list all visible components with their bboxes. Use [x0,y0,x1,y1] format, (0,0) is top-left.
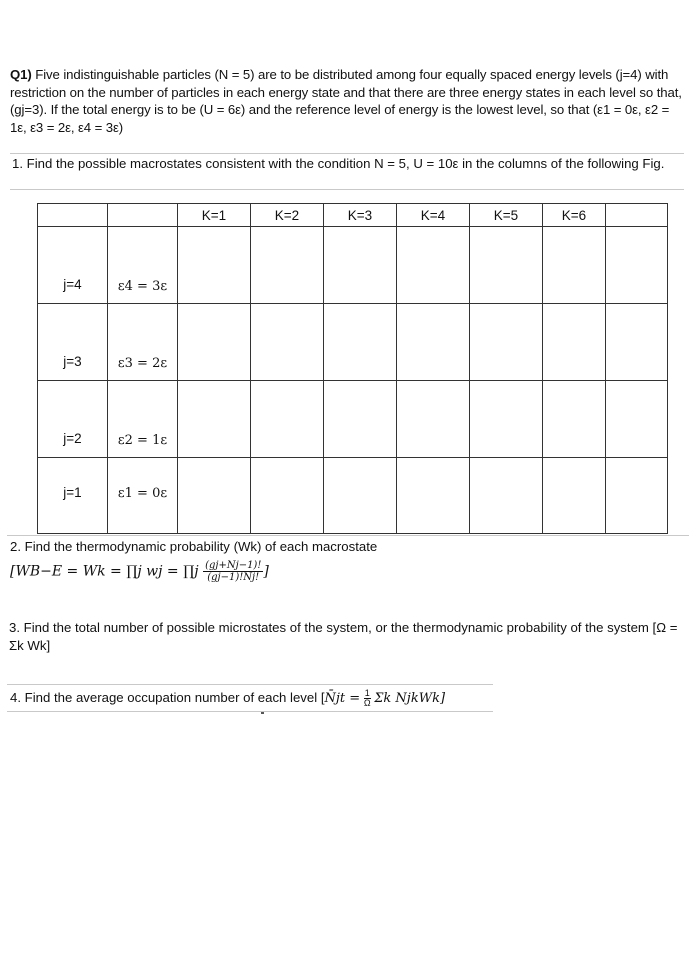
part3-text: 3. Find the total number of possible microstates of the system, or the thermodynamic probability of the system [Ω = Σk Wk] [9,620,678,653]
answer-cell[interactable] [606,227,668,304]
energy-cell [108,227,178,304]
part4-text: 4. Find the average occupation number of each level [ [10,689,325,705]
table-header-row [38,204,668,227]
answer-cell[interactable] [251,381,324,458]
level-cell [38,458,108,534]
answer-cell[interactable] [397,381,470,458]
level-label: j=1 [63,485,82,500]
energy-label: ε1 = 0ε [117,486,168,501]
part4-frac-den: Ω [363,698,371,708]
answer-cell[interactable] [397,227,470,304]
answer-cell[interactable] [543,381,606,458]
part2-formula [10,560,269,583]
question-intro [10,66,682,136]
level-cell [38,304,108,381]
answer-cell[interactable] [324,227,397,304]
answer-cell[interactable] [606,458,668,534]
part4-frac-num: 1 [364,688,370,698]
answer-cell[interactable] [251,227,324,304]
answer-cell[interactable] [251,304,324,381]
col-header: K=6 [543,204,606,227]
answer-cell[interactable] [178,227,251,304]
answer-cell[interactable] [543,458,606,534]
formula-left: [WB−E = Wk = ∏j wj = ∏j [10,563,199,580]
energy-label: ε3 = 2ε [117,356,168,371]
answer-cell[interactable] [470,304,543,381]
answer-cell[interactable] [470,381,543,458]
formula-denominator: (gj−1)!Nj! [207,572,260,583]
answer-cell[interactable] [324,304,397,381]
answer-cell[interactable] [251,458,324,534]
level-label: j=4 [63,277,82,292]
col-header: K=3 [324,204,397,227]
energy-cell [108,381,178,458]
answer-cell[interactable] [606,381,668,458]
part4-lhs: N̄jt = [324,690,361,706]
answer-cell[interactable] [178,304,251,381]
level-label: j=3 [63,354,82,369]
answer-cell[interactable] [470,227,543,304]
header-blank-energy [108,204,178,227]
answer-cell[interactable] [543,227,606,304]
energy-label: ε2 = 1ε [117,433,168,448]
level-cell [38,381,108,458]
energy-cell [108,304,178,381]
answer-cell[interactable] [397,304,470,381]
level-cell [38,227,108,304]
part4-rhs: Σk NjkWk] [374,690,446,706]
formula-numerator: (gj+Nj−1)! [205,560,262,571]
answer-cell[interactable] [178,381,251,458]
stray-mark [261,712,264,714]
level-label: j=2 [63,431,82,446]
table-row [38,227,668,304]
col-header: K=2 [251,204,324,227]
formula-close: ] [263,563,269,580]
answer-cell[interactable] [397,458,470,534]
part1-text: 1. Find the possible macrostates consistent with the condition N = 5, U = 10ε in the columns of the following Fig. [12,156,665,171]
col-header: K=1 [178,204,251,227]
part2-text: 2. Find the thermodynamic probability (Wk) of each macrostate [10,539,378,554]
energy-cell [108,458,178,534]
formula-fraction [203,560,263,583]
part4-line [10,689,445,708]
col-header: K=4 [397,204,470,227]
macrostate-table [37,203,668,534]
part4-fraction [364,689,371,708]
answer-cell[interactable] [324,381,397,458]
part2-divider [7,535,689,536]
table-row [38,458,668,534]
answer-cell[interactable] [543,304,606,381]
answer-cell[interactable] [606,304,668,381]
answer-cell[interactable] [324,458,397,534]
header-blank-extra [606,204,668,227]
question-text: Five indistinguishable particles (N = 5) are to be distributed among four equally spaced energy levels (j=4) with restriction on the number of particles in each energy state and that there are three energy states in each level so that, (gj=3). If the total energy is to be (U = 6ε) and the reference level of energy is the lowest level, so that (ε1 = 0ε, ε2 = 1ε, ε3 = 2ε, ε4 = 3ε) [10,67,682,135]
answer-cell[interactable] [178,458,251,534]
table-row [38,304,668,381]
col-header: K=5 [470,204,543,227]
answer-cell[interactable] [470,458,543,534]
header-blank-j [38,204,108,227]
table-row [38,381,668,458]
energy-label: ε4 = 3ε [117,279,168,294]
question-label: Q1) [10,67,32,82]
